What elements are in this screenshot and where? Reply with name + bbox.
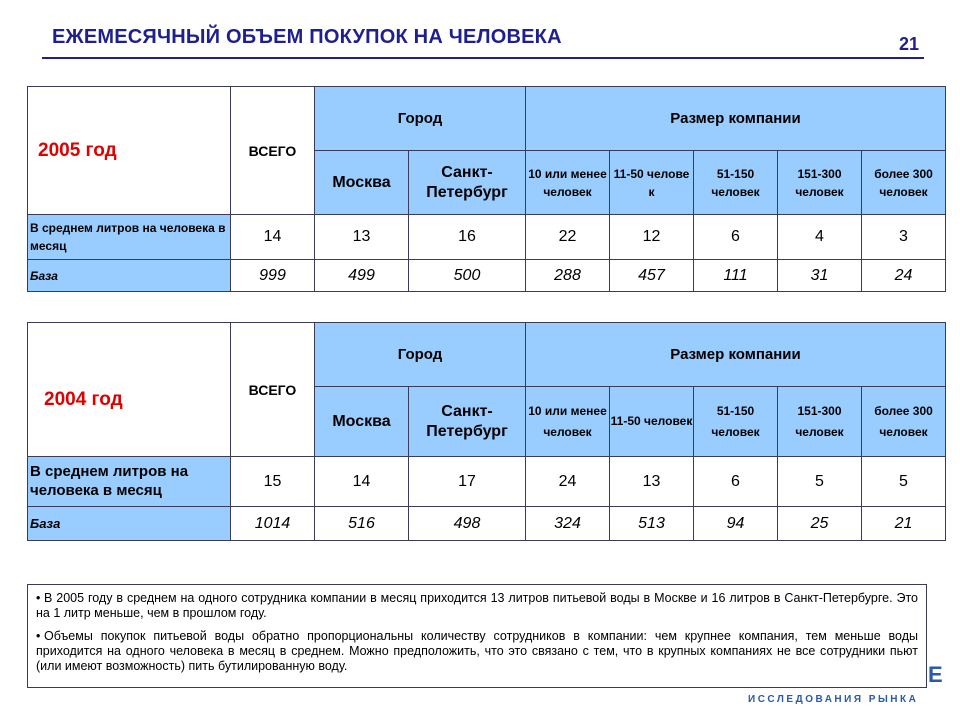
city-group-header: Город: [315, 87, 526, 151]
table-cell: 5: [862, 457, 946, 507]
table-cell: 31: [778, 260, 862, 292]
company-size-group-header: Размер компании: [526, 87, 946, 151]
table-cell: 14: [315, 457, 409, 507]
table-cell: 4: [778, 215, 862, 260]
table-cell: 25: [778, 507, 862, 541]
size-header-10-or-less: 10 или менее человек: [526, 151, 610, 215]
size-header-11-50: 11-50 человек: [610, 387, 694, 457]
size-header-151-300: 151-300 человек: [778, 151, 862, 215]
table-cell: 17: [409, 457, 526, 507]
table-cell: 21: [862, 507, 946, 541]
avg-liters-label: В среднем литров на человека в месяц: [28, 215, 231, 260]
city-header-spb: Санкт-Петербург: [409, 387, 526, 457]
table-cell: 6: [694, 457, 778, 507]
base-label: База: [28, 260, 231, 292]
year-label-2005: 2005 год: [28, 87, 231, 215]
total-header: ВСЕГО: [231, 87, 315, 215]
table-cell: 13: [610, 457, 694, 507]
table-row: [28, 507, 946, 541]
table-2005: [27, 86, 946, 292]
table-cell: 14: [231, 215, 315, 260]
table-cell: 111: [694, 260, 778, 292]
size-header-10-or-less: 10 или менее человек: [526, 387, 610, 457]
table-cell: 24: [526, 457, 610, 507]
size-header-over-300: более 300 человек: [862, 151, 946, 215]
table-2004: [27, 322, 946, 541]
table-cell: 1014: [231, 507, 315, 541]
table-cell: 500: [409, 260, 526, 292]
bullet-icon: •: [36, 629, 41, 643]
table-cell: 16: [409, 215, 526, 260]
avg-liters-label: В среднем литров на человека в месяц: [28, 457, 231, 507]
logo-mark: Е: [928, 662, 943, 687]
bullet-icon: •: [36, 591, 41, 605]
table-cell: 13: [315, 215, 409, 260]
table-cell: 513: [610, 507, 694, 541]
table-cell: 499: [315, 260, 409, 292]
city-group-header: Город: [315, 323, 526, 387]
table-row: [28, 457, 946, 507]
title-divider: [42, 57, 924, 59]
table-cell: 12: [610, 215, 694, 260]
base-label: База: [28, 507, 231, 541]
table-cell: 22: [526, 215, 610, 260]
table-cell: 94: [694, 507, 778, 541]
note-item: • В 2005 году в среднем на одного сотрудника компании в месяц приходится 13 литров питьевой воды в Москве и 16 литров в Санкт-Петербурге. Это на 1 литр меньше, чем в прошлом году.: [36, 591, 918, 620]
size-header-151-300: 151-300 человек: [778, 387, 862, 457]
size-header-51-150: 51-150 человек: [694, 151, 778, 215]
size-header-51-150: 51-150 человек: [694, 387, 778, 457]
size-header-over-300: более 300 человек: [862, 387, 946, 457]
table-cell: 6: [694, 215, 778, 260]
table-cell: 324: [526, 507, 610, 541]
city-header-moscow: Москва: [315, 387, 409, 457]
table-cell: 24: [862, 260, 946, 292]
logo-tagline: ИССЛЕДОВАНИЯ РЫНКА: [748, 694, 919, 705]
table-row: [28, 260, 946, 292]
city-header-spb: Санкт-Петербург: [409, 151, 526, 215]
table-cell: 5: [778, 457, 862, 507]
notes-box: [27, 584, 927, 688]
city-header-moscow: Москва: [315, 151, 409, 215]
year-label-2004: 2004 год: [28, 323, 231, 457]
company-size-group-header: Размер компании: [526, 323, 946, 387]
table-cell: 516: [315, 507, 409, 541]
table-cell: 3: [862, 215, 946, 260]
table-cell: 999: [231, 260, 315, 292]
table-cell: 498: [409, 507, 526, 541]
table-cell: 15: [231, 457, 315, 507]
total-header: ВСЕГО: [231, 323, 315, 457]
table-row: [28, 215, 946, 260]
note-item: • Объемы покупок питьевой воды обратно пропорциональны количеству сотрудников в компании: чем крупнее компания, тем меньше воды приходится на одного человека в месяц в среднем. Можно предположить, что это связано с тем, что в крупных компаниях не все сотрудники пьют (или имеют возможность) пить бутилированную воду.: [36, 629, 918, 673]
page-number: 21: [899, 34, 920, 54]
size-header-11-50: 11-50 челове к: [610, 151, 694, 215]
page-title: ЕЖЕМЕСЯЧНЫЙ ОБЪЕМ ПОКУПОК НА ЧЕЛОВЕКА: [52, 26, 562, 48]
table-cell: 288: [526, 260, 610, 292]
table-cell: 457: [610, 260, 694, 292]
